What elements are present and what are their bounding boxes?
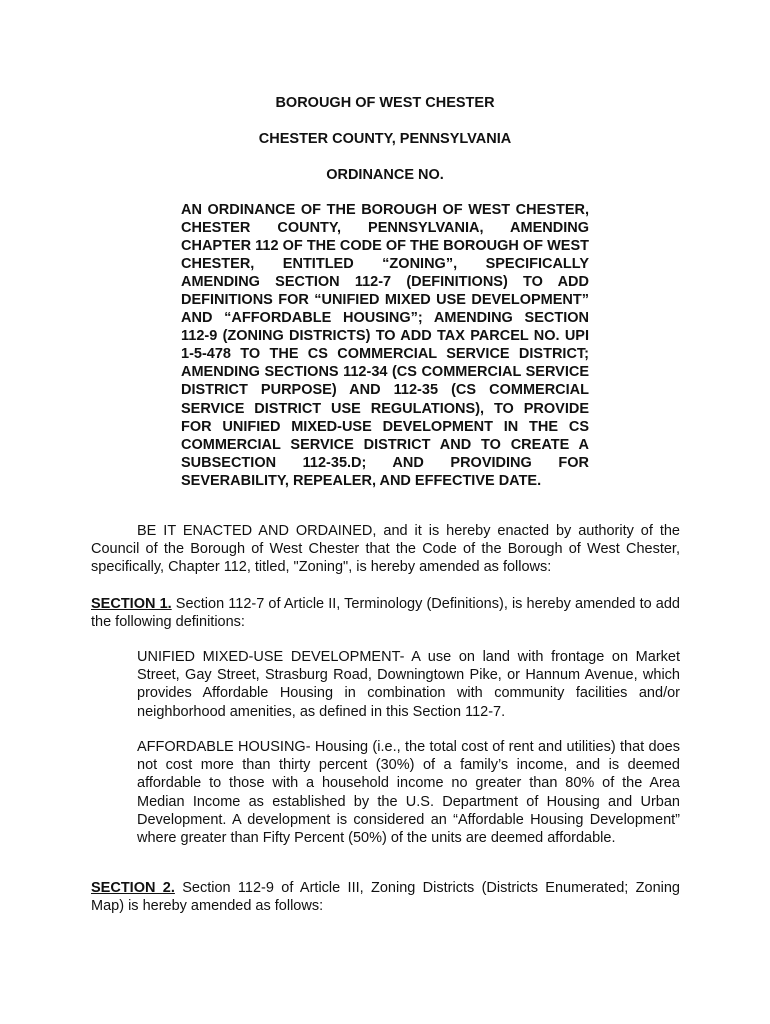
section-2-label: SECTION 2.: [91, 880, 175, 896]
ordinance-number-heading: ORDINANCE NO.: [326, 167, 444, 183]
ordinance-title: AN ORDINANCE OF THE BOROUGH OF WEST CHESTER, CHESTER COUNTY, PENNSYLVANIA, AMENDING CHAPTER 112 OF THE CODE OF THE BOROUGH OF WEST CHESTER, ENTITLED “ZONING”, SPECIFICALLY AMENDING SECTION 112-7 (DEFINITIONS) TO ADD DEFINITIONS FOR “UNIFIED MIXED USE DEVELOPMENT” AND “AFFORDABLE HOUSING”; AMENDING SECTION 112-9 (ZONING DISTRICTS) TO ADD TAX PARCEL NO. UPI 1-5-478 TO THE CS COMMERCIAL SERVICE DISTRICT; AMENDING SECTIONS 112-34 (CS COMMERCIAL SERVICE DISTRICT PURPOSE) AND 112-35 (CS COMMERCIAL SERVICE DISTRICT USE REGULATIONS), TO PROVIDE FOR UNIFIED MIXED-USE DEVELOPMENT IN THE CS COMMERCIAL SERVICE DISTRICT AND TO CREATE A SUBSECTION 112-35.D; AND PROVIDING FOR SEVERABILITY, REPEALER, AND EFFECTIVE DATE.: [181, 202, 589, 489]
definition-affordable-housing: AFFORDABLE HOUSING- Housing (i.e., the total cost of rent and utilities) that does not cost more than thirty percent (30%) of a family’s income, and is deemed affordable to those with a household income no greater than 80% of the Area Median Income as established by the U.S. Department of Housing and Urban Development. A development is considered an “Affordable Housing Development” where greater than Fifty Percent (50%) of the units are deemed affordable.: [137, 739, 680, 847]
section-1-paragraph: [91, 595, 680, 631]
section-2-paragraph: [91, 879, 680, 915]
borough-heading: BOROUGH OF WEST CHESTER: [275, 95, 495, 111]
section-1-label: SECTION 1.: [91, 596, 172, 612]
county-heading: CHESTER COUNTY, PENNSYLVANIA: [258, 131, 512, 147]
definition-unified-mixed-use: UNIFIED MIXED-USE DEVELOPMENT- A use on land with frontage on Market Street, Gay Street, Strasburg Road, Downingtown Pike, or Hannum Avenue, which provides Affordable Housing in combination with community facilities and/or neighborhood amenities, as defined in this Section 112-7.: [137, 649, 680, 720]
section-1-text: Section 112-7 of Article II, Terminology (Definitions), is hereby amended to add the following definitions:: [91, 596, 680, 631]
section-2-text: Section 112-9 of Article III, Zoning Districts (Districts Enumerated; Zoning Map) is hereby amended as follows:: [91, 880, 680, 915]
enactment-paragraph: BE IT ENACTED AND ORDAINED, and it is hereby enacted by authority of the Council of the Borough of West Chester that the Code of the Borough of West Chester, specifically, Chapter 112, titled, "Zoning", is hereby amended as follows:: [91, 523, 680, 576]
